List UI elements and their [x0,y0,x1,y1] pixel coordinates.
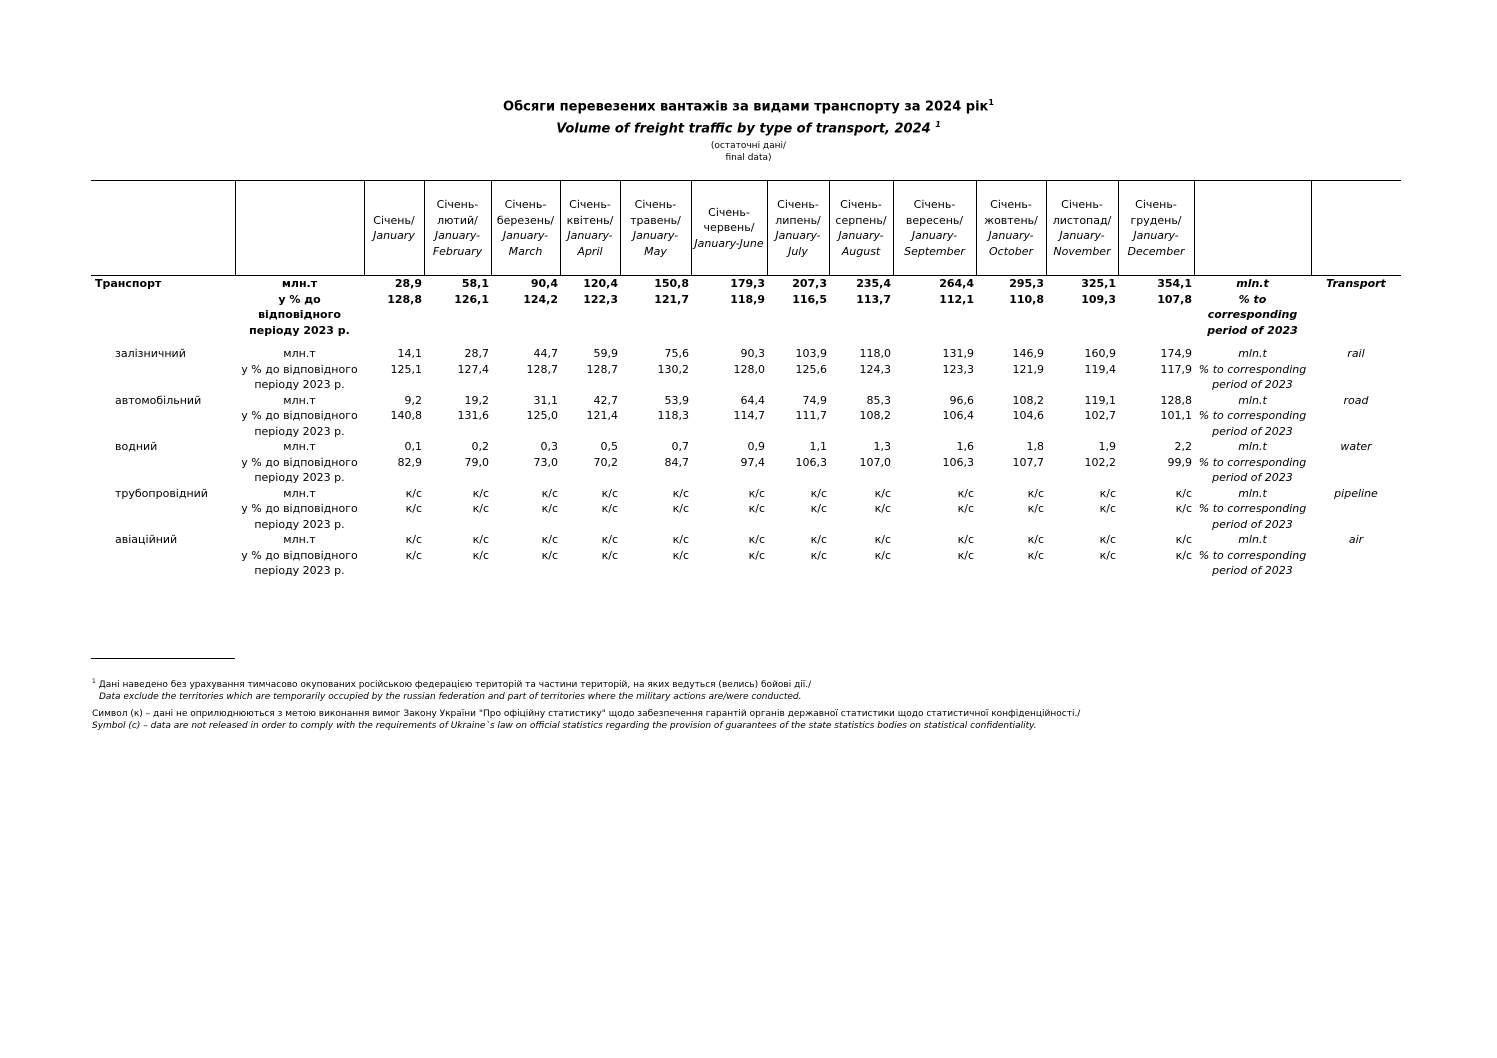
unit-label: у % до відповідного періоду 2023 р. [249,292,350,337]
value-cell: 117,9 [1160,362,1192,376]
value-cell: 207,3 [792,277,827,290]
value-cell: к/с [1099,533,1116,546]
value-cell: 0,5 [600,440,618,453]
header-col-en: January-February [432,229,483,258]
header-col-7 [829,181,893,276]
table-row [91,276,1401,292]
header-empty-unit [235,181,364,276]
empty-cell [1311,362,1401,393]
value-cell: 82,9 [397,455,422,469]
value-cell: 128,8 [387,292,422,306]
header-col-ua: Січень-листопад/ [1052,198,1112,227]
value-cell: 125,1 [390,362,422,376]
header-col-en: January-November [1053,229,1111,258]
table-row [91,439,1401,455]
unit-label-en: % to corresponding period of 2023 [1198,362,1307,391]
value-cell: к/с [1175,502,1192,515]
table-row [91,393,1401,409]
value-cell: к/с [541,502,558,515]
value-cell: 9,2 [404,393,422,407]
unit-label: млн.т [283,533,316,546]
value-cell: 146,9 [1012,347,1044,360]
table-row [91,455,1401,486]
value-cell: к/с [1175,533,1192,546]
value-cell: 28,9 [394,277,422,290]
value-cell: 73,0 [533,455,558,469]
value-cell: к/с [874,502,891,515]
value-cell: 125,6 [795,362,827,376]
header-col-ua: Січень-березень/ [496,198,555,227]
value-cell: 1,3 [873,440,891,453]
value-cell: к/с [1099,548,1116,562]
value-cell: к/с [672,486,689,500]
value-cell: к/с [405,502,422,515]
value-cell: 130,2 [657,362,689,376]
value-cell: к/с [405,533,422,546]
value-cell: к/с [541,548,558,562]
header-col-ua: Січень-липень/ [775,198,821,227]
unit-label: у % до відповідного періоду 2023 р. [241,455,358,484]
value-cell: 128,8 [1160,393,1192,407]
value-cell: к/с [472,502,489,515]
value-cell: 131,6 [457,409,489,422]
value-cell: 113,7 [856,292,891,306]
value-cell: 96,6 [949,393,974,407]
value-cell: 1,1 [809,440,827,453]
empty-cell [91,408,235,439]
transport-name-en: road [1343,393,1369,407]
transport-name: авіаційний [115,533,178,546]
value-cell: 42,7 [593,393,618,407]
transport-name: трубопровідний [115,486,208,500]
value-cell: 108,2 [859,409,891,422]
unit-label: у % до відповідного періоду 2023 р. [241,362,358,391]
value-cell: к/с [957,486,974,500]
value-cell: 106,3 [795,455,827,469]
value-cell: 44,7 [533,347,558,360]
unit-label-en: % to corresponding period of 2023 [1207,292,1298,337]
value-cell: к/с [810,548,827,562]
value-cell: к/с [601,502,618,515]
unit-label: млн.т [283,393,316,407]
header-col-11 [1118,181,1194,276]
table-row [91,548,1401,579]
value-cell: к/с [472,486,489,500]
unit-label: млн.т [283,486,316,500]
value-cell: к/с [810,486,827,500]
value-cell: 97,4 [740,455,765,469]
footnote-2: Символ (к) – дані не оприлюднюються з метою виконання вимог Закону України "Про офіційну статистику" щодо забезпечення гарантій органів державної статистики щодо статистичної конфіденційності./ Symbol (c) – data are not released in order to comply with the requirements of Ukraine`s law on official statistics regarding the provision of guarantees of the state statistics bodies on statistical confidentiality. [92,709,1081,731]
value-cell: 131,9 [942,347,974,360]
header-col-4 [620,181,691,276]
transport-name: залізничний [115,347,186,360]
header-col-10 [1046,181,1118,276]
spacer-cell [91,338,1401,346]
value-cell: 126,1 [454,292,489,306]
header-col-9 [976,181,1046,276]
transport-name-en: Transport [1326,277,1386,290]
header-empty-name [91,181,235,276]
value-cell: 106,4 [942,409,974,422]
header-col-2 [491,181,560,276]
value-cell: 179,3 [730,277,765,290]
value-cell: к/с [748,548,765,562]
header-col-ua: Січень-лютий/ [436,198,479,227]
value-cell: 31,1 [533,393,558,407]
empty-cell [1311,408,1401,439]
value-cell: 53,9 [664,393,689,407]
value-cell: к/с [810,533,827,546]
unit-label-en: % to corresponding period of 2023 [1198,502,1307,531]
value-cell: 101,1 [1160,409,1192,422]
value-cell: 123,3 [942,362,974,376]
value-cell: к/с [541,486,558,500]
header-col-ua: Січень-квітень/ [566,198,614,227]
value-cell: 122,3 [583,292,618,306]
value-cell: 108,2 [1012,393,1044,407]
transport-name-en: air [1348,533,1364,546]
header-col-ua: Січень-червень/ [703,205,755,235]
table-row [91,408,1401,439]
value-cell: 114,7 [733,409,765,422]
value-cell: 160,9 [1084,347,1116,360]
value-cell: 0,1 [404,440,422,453]
value-cell: 128,7 [586,362,618,376]
value-cell: к/с [748,502,765,515]
empty-cell [91,362,235,393]
unit-label: у % до відповідного періоду 2023 р. [241,502,358,531]
transport-name-en: pipeline [1334,486,1378,500]
value-cell: 14,1 [397,347,422,360]
value-cell: 140,8 [390,409,422,422]
value-cell: 79,0 [464,455,489,469]
header-col-ua: Січень-серпень/ [835,198,887,227]
value-cell: к/с [957,533,974,546]
unit-label: млн.т [283,440,316,453]
value-cell: к/с [810,502,827,515]
value-cell: 75,6 [664,347,689,360]
value-cell: 127,4 [457,362,489,376]
transport-name: Транспорт [95,277,162,290]
value-cell: 0,3 [540,440,558,453]
page-title: Обсяги перевезених вантажів за видами транспорту за 2024 рік$^1$ [503,98,994,115]
value-cell: 1,8 [1026,440,1044,453]
table-row [91,362,1401,393]
value-cell: 84,7 [664,455,689,469]
empty-cell [91,292,235,339]
unit-label: у % до відповідного періоду 2023 р. [241,409,358,438]
value-cell: 0,9 [747,440,765,453]
header-col-en: January-October [988,229,1034,258]
value-cell: к/с [957,502,974,515]
value-cell: 174,9 [1160,347,1192,360]
freight-table [91,180,1401,579]
empty-cell [1311,292,1401,339]
value-cell: 111,7 [795,409,827,422]
unit-label-en: mln.t [1238,533,1267,546]
value-cell: к/с [405,486,422,500]
unit-label: млн.т [283,347,316,360]
value-cell: к/с [1027,533,1044,546]
value-cell: к/с [672,548,689,562]
header-col-ua: Січень/ [373,213,415,227]
header-col-3 [560,181,620,276]
value-cell: 99,9 [1167,455,1192,469]
table-row [91,486,1401,502]
empty-cell [91,548,235,579]
unit-label-en: mln.t [1238,440,1267,453]
value-cell: 0,2 [471,440,489,453]
unit-label: млн.т [281,277,318,290]
page-subtitle: Volume of freight traffic by type of transport, 2024 $^1$ [556,120,941,137]
unit-label-en: % to corresponding period of 2023 [1198,548,1307,577]
value-cell: 118,3 [657,409,689,422]
value-cell: к/с [874,548,891,562]
value-cell: 90,3 [740,347,765,360]
empty-cell [1311,501,1401,532]
value-cell: 124,2 [523,292,558,306]
value-cell: 2,2 [1174,440,1192,453]
unit-label-en: mln.t [1238,393,1267,407]
unit-label: у % до відповідного періоду 2023 р. [241,548,358,577]
value-cell: 59,9 [593,347,618,360]
value-cell: 354,1 [1157,277,1192,290]
unit-label-en: % to corresponding period of 2023 [1198,455,1307,484]
value-cell: 109,3 [1081,292,1116,306]
value-cell: к/с [601,548,618,562]
header-col-8 [893,181,976,276]
value-cell: 150,8 [654,277,689,290]
value-cell: к/с [748,486,765,500]
value-cell: 264,4 [939,277,974,290]
header-col-en: January-April [567,229,613,258]
table-row [91,292,1401,339]
header-col-en: January-August [838,229,884,258]
unit-label-en: mln.t [1236,277,1269,290]
value-cell: к/с [405,548,422,562]
value-cell: к/с [1099,486,1116,500]
value-cell: 119,1 [1084,393,1116,407]
header-col-en: January-March [502,229,549,258]
value-cell: к/с [472,533,489,546]
value-cell: 121,7 [654,292,689,306]
value-cell: к/с [541,533,558,546]
header-col-en: January-June [694,236,764,250]
value-cell: 106,3 [942,455,974,469]
value-cell: к/с [601,533,618,546]
spacer-row [91,338,1401,346]
empty-cell [91,501,235,532]
value-cell: 107,0 [859,455,891,469]
value-cell: 116,5 [792,292,827,306]
value-cell: 128,0 [733,362,765,376]
header-col-ua: Січень-грудень/ [1130,198,1182,227]
value-cell: 70,2 [593,455,618,469]
value-cell: 110,8 [1009,292,1044,306]
value-cell: 90,4 [530,277,558,290]
value-cell: 295,3 [1009,277,1044,290]
header-col-en: January-September [904,229,965,258]
header-col-en: January-May [632,229,679,258]
header-col-en: January-December [1127,229,1185,258]
value-cell: к/с [1027,502,1044,515]
value-cell: 121,9 [1012,362,1044,376]
table-row [91,501,1401,532]
value-cell: 104,6 [1012,409,1044,422]
value-cell: 64,4 [740,393,765,407]
footnote-1: $^1$ Дані наведено без урахування тимчасово окупованих російською федерацією територій та частини територій, на яких ведуться (велись) бойові дії./ Data exclude the territories which are temporarily occupied by the russian federation and part of territories where the military actions are/were conducted. [92,678,812,702]
value-cell: к/с [601,486,618,500]
value-cell: к/с [672,502,689,515]
empty-cell [1311,455,1401,486]
value-cell: к/с [1099,502,1116,515]
value-cell: 118,9 [730,292,765,306]
value-cell: 119,4 [1084,362,1116,376]
value-cell: 128,7 [526,362,558,376]
value-cell: к/с [1175,548,1192,562]
value-cell: 120,4 [583,277,618,290]
value-cell: 325,1 [1081,277,1116,290]
value-cell: 124,3 [859,362,891,376]
header-col-5 [691,181,767,276]
unit-label-en: mln.t [1238,486,1267,500]
value-cell: к/с [874,486,891,500]
transport-name-en: rail [1347,347,1365,360]
value-cell: 0,7 [671,440,689,453]
footnote-divider [91,658,235,659]
transport-name-en: water [1340,440,1372,453]
table-header-row [91,181,1401,276]
header-col-ua: Січень-травень/ [630,198,681,227]
value-cell: 1,9 [1098,440,1116,453]
value-cell: 58,1 [461,277,489,290]
header-empty-unit-en [1194,181,1311,276]
header-col-ua: Січень-вересень/ [905,198,964,227]
table-row [91,346,1401,362]
empty-cell [1311,548,1401,579]
value-cell: к/с [1175,486,1192,500]
value-cell: к/с [1027,548,1044,562]
value-cell: 102,2 [1084,455,1116,469]
value-cell: 121,4 [586,409,618,422]
transport-name: автомобільний [115,393,202,407]
value-cell: 103,9 [795,347,827,360]
header-col-en: January [373,229,415,242]
data-status-note: (остаточні дані/ final data) [710,141,787,163]
value-cell: 125,0 [526,409,558,422]
value-cell: к/с [472,548,489,562]
header-col-en: January-July [775,229,821,258]
header-col-ua: Січень-жовтень/ [984,198,1038,227]
unit-label-en: % to corresponding period of 2023 [1198,409,1307,438]
value-cell: к/с [672,533,689,546]
unit-label-en: mln.t [1238,347,1267,360]
value-cell: 1,6 [956,440,974,453]
empty-cell [91,455,235,486]
value-cell: к/с [748,533,765,546]
value-cell: к/с [957,548,974,562]
value-cell: 19,2 [464,393,489,407]
value-cell: 107,8 [1157,292,1192,306]
header-col-0 [364,181,424,276]
value-cell: к/с [874,533,891,546]
header-empty-name-en [1311,181,1401,276]
value-cell: 235,4 [856,277,891,290]
value-cell: 28,7 [464,347,489,360]
value-cell: 85,3 [866,393,891,407]
table-row [91,532,1401,548]
header-col-1 [424,181,491,276]
value-cell: 102,7 [1084,409,1116,422]
value-cell: 74,9 [802,393,827,407]
value-cell: 107,7 [1012,455,1044,469]
transport-name: водний [115,440,158,453]
header-col-6 [767,181,829,276]
value-cell: к/с [1027,486,1044,500]
value-cell: 118,0 [859,347,891,360]
value-cell: 112,1 [939,292,974,306]
